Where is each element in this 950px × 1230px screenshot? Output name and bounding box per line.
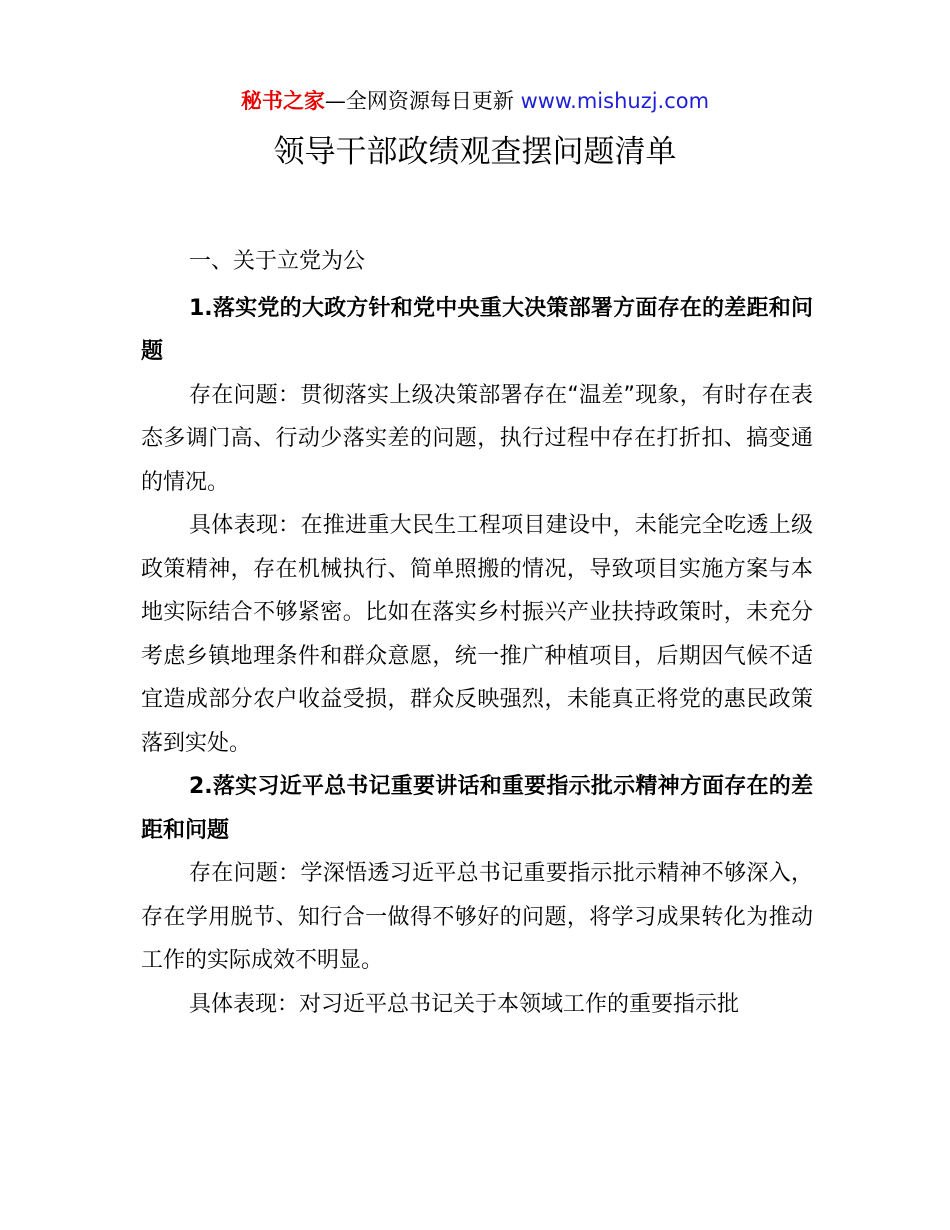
document-body [141, 240, 813, 1026]
section-heading: 一、关于立党为公 [189, 249, 366, 274]
item-problem: 存在问题：贯彻落实上级决策部署存在“温差”现象，有时存在表态多调门高、行动少落实差的问题，执行过程中存在打折扣、搞变通的情况。 [141, 382, 813, 495]
item-heading: 2.落实习近平总书记重要讲话和重要指示批示精神方面存在的差距和问题 [141, 774, 813, 843]
header-slogan: —全网资源每日更新 [324, 89, 514, 113]
brand-name: 秘书之家 [240, 89, 325, 113]
item-problem: 存在问题：学深悟透习近平总书记重要指示批示精神不够深入，存在学用脱节、知行合一做得不够好的问题，将学习成果转化为推动工作的实际成效不明显。 [141, 861, 813, 973]
document-title: 领导干部政绩观查摆问题清单 [273, 134, 677, 170]
site-url-link[interactable]: www.mishuzj.com [520, 89, 710, 113]
item-detail: 具体表现：在推进重大民生工程项目建设中，未能完全吃透上级政策精神，存在机械执行、简单照搬的情况，导致项目实施方案与本地实际结合不够紧密。比如在落实乡村振兴产业扶持政策时，未充分考虑乡镇地理条件和群众意愿，统一推广种植项目，后期因气候不适宜造成部分农户收益受损，群众反映强烈，未能真正将党的惠民政策落到实处。 [141, 513, 813, 756]
site-header [0, 86, 950, 116]
item-detail: 具体表现：对习近平总书记关于本领域工作的重要指示批 [189, 991, 740, 1017]
item-heading: 1.落实党的大政方针和党中央重大决策部署方面存在的差距和问题 [141, 295, 813, 364]
